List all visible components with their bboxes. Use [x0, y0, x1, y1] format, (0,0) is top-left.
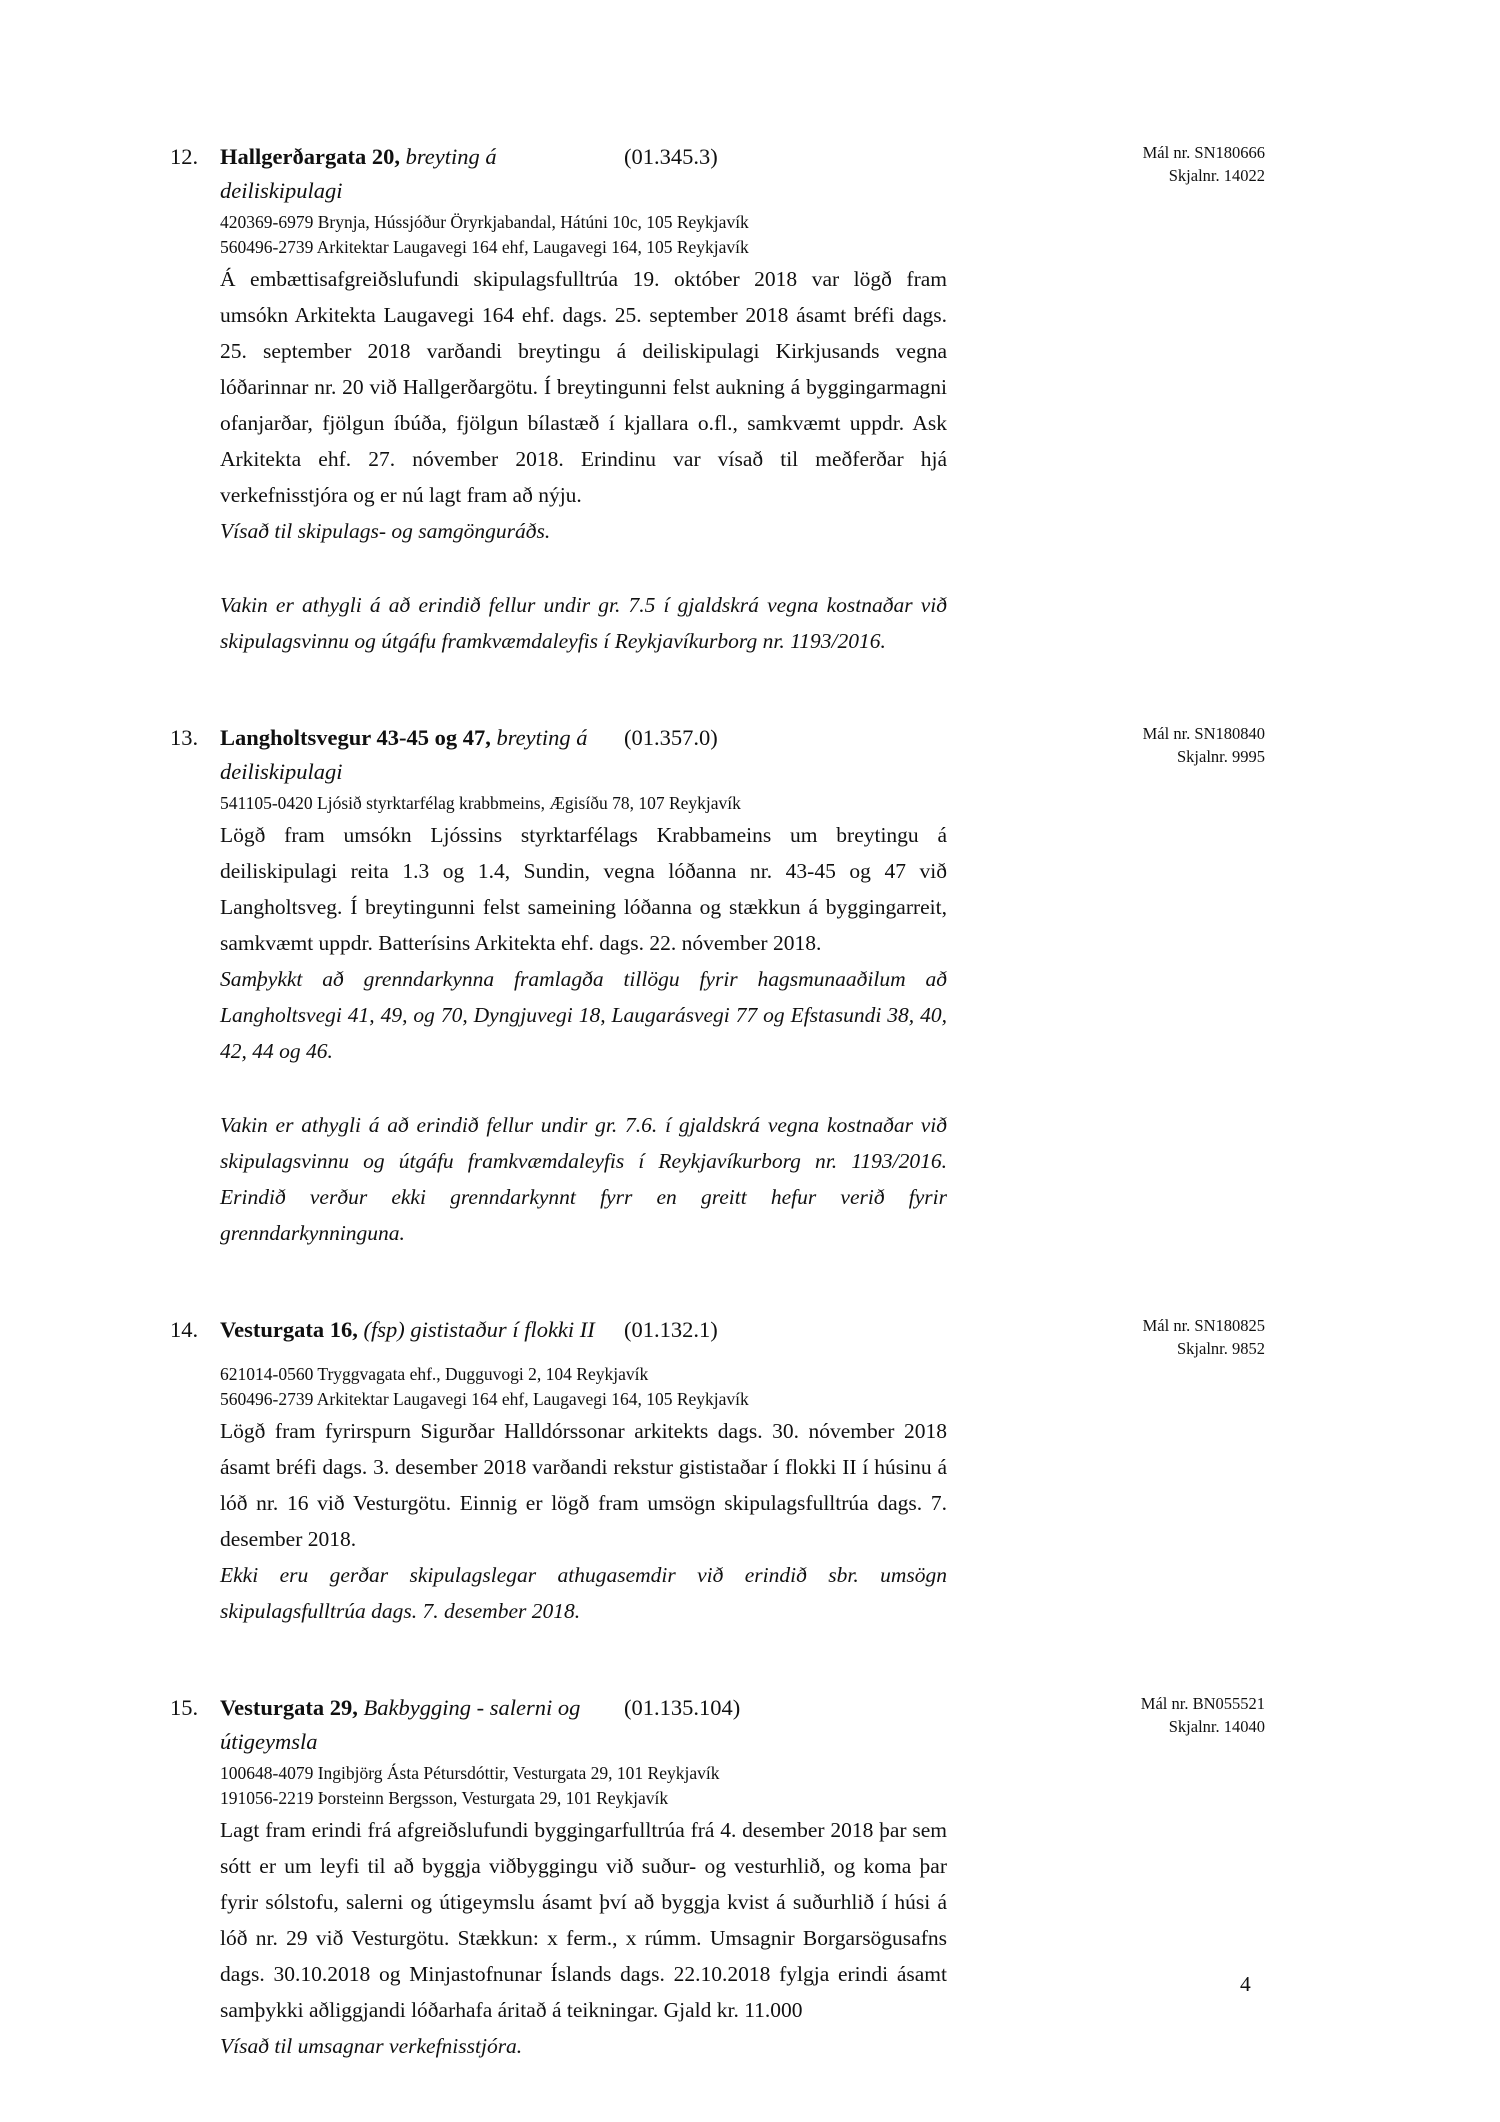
party-line: 191056-2219 Þorsteinn Bergsson, Vesturgata 29, 101 Reykjavík: [220, 1788, 669, 1808]
item-decision: Vísað til umsagnar verkefnisstjóra.: [220, 2034, 523, 2058]
item-decision: Vísað til skipulags- og samgönguráðs.: [220, 519, 551, 543]
party-line: 541105-0420 Ljósið styrktarfélag krabbmeins, Ægisíðu 78, 107 Reykjavík: [220, 793, 741, 813]
agenda-item-15: [170, 1691, 1265, 2064]
document-number: Skjalnr. 9852: [1176, 1339, 1265, 1358]
item-description: Lögð fram fyrirspurn Sigurðar Halldórssonar arkitekts dags. 30. nóvember 2018 ásamt bréfi dags. 3. desember 2018 varðandi rekstur gististaðar í flokki II í húsinu á lóð nr. 16 við Vesturgötu. Einnig er lögð fram umsögn skipulagsfulltrúa dags. 7. desember 2018.: [220, 1419, 947, 1551]
item-title-subject: (fsp) gististaður í flokki II: [363, 1317, 595, 1342]
case-meta: [774, 1691, 1265, 1738]
case-number: Mál nr. SN180825: [1142, 1316, 1265, 1335]
item-title-subject: breyting á deiliskipulagi: [220, 725, 588, 784]
agenda-item-14: [170, 1313, 1265, 1629]
item-plan-ref: (01.345.3): [624, 144, 718, 169]
party-line: 560496-2739 Arkitektar Laugavegi 164 ehf, Laugavegi 164, 105 Reykjavík: [220, 1389, 749, 1409]
item-body: [220, 1362, 947, 1629]
party-line: 100648-4079 Ingibjörg Ásta Pétursdóttir, Vesturgata 29, 101 Reykjavík: [220, 1763, 720, 1783]
item-plan-ref: (01.135.104): [624, 1695, 741, 1720]
item-description: Á embættisafgreiðslufundi skipulagsfulltrúa 19. október 2018 var lögð fram umsókn Arkitekta Laugavegi 164 ehf. dags. 25. september 2018 ásamt bréfi dags. 25. september 2018 varðandi breytingu á deiliskipulagi Kirkjusands vegna lóðarinnar nr. 20 við Hallgerðargötu. Í breytingunni felst aukning á byggingarmagni ofanjarðar, fjölgun íbúða, fjölgun bílastæð í kjallara o.fl., samkvæmt uppdr. Ask Arkitekta ehf. 27. nóvember 2018. Erindinu var vísað til meðferðar hjá verkefnisstjóra og er nú lagt fram að nýju.: [220, 267, 947, 507]
item-number: 15.: [170, 1695, 199, 1720]
case-meta: [774, 140, 1265, 187]
party-line: 560496-2739 Arkitektar Laugavegi 164 ehf, Laugavegi 164, 105 Reykjavík: [220, 237, 749, 257]
item-title-address: Langholtsvegur 43-45 og 47,: [220, 725, 491, 750]
agenda-item-13: [170, 721, 1265, 1251]
item-header: [170, 140, 1265, 208]
item-plan-ref: (01.132.1): [624, 1317, 718, 1342]
item-fee-note: Vakin er athygli á að erindið fellur undir gr. 7.6. í gjaldskrá vegna kostnaðar við skipulagsvinnu og útgáfu framkvæmdaleyfis í Reykjavíkurborg nr. 1193/2016. Erindið verður ekki grenndarkynnt fyrr en greitt hefur verið fyrir grenndarkynninguna.: [220, 1113, 947, 1245]
item-decision: Ekki eru gerðar skipulagslegar athugasemdir við erindið sbr. umsögn skipulagsfulltrúa dags. 7. desember 2018.: [220, 1563, 947, 1623]
document-number: Skjalnr. 9995: [1176, 747, 1265, 766]
item-title: [220, 1313, 622, 1347]
item-description: Lögð fram umsókn Ljóssins styrktarfélags Krabbameins um breytingu á deiliskipulagi reita 1.3 og 1.4, Sundin, vegna lóðanna nr. 43-45 og 47 við Langholtsveg. Í breytingunni felst sameining lóðanna og stækkun á byggingarreit, samkvæmt uppdr. Batterísins Arkitekta ehf. dags. 22. nóvember 2018.: [220, 823, 947, 955]
item-title: [220, 1691, 622, 1759]
case-number: Mál nr. BN055521: [1140, 1694, 1265, 1713]
party-line: 621014-0560 Tryggvagata ehf., Dugguvogi 2, 104 Reykjavík: [220, 1364, 649, 1384]
item-body: [220, 791, 947, 1251]
agenda-items: [170, 140, 1265, 2122]
item-title-address: Vesturgata 16,: [220, 1317, 358, 1342]
item-plan-ref: (01.357.0): [624, 725, 718, 750]
case-number: Mál nr. SN180666: [1142, 143, 1265, 162]
page-number: 4: [1240, 1972, 1251, 1996]
item-header: [170, 721, 1265, 789]
case-meta: [774, 1313, 1265, 1360]
item-fee-note: Vakin er athygli á að erindið fellur undir gr. 7.5 í gjaldskrá vegna kostnaðar við skipulagsvinnu og útgáfu framkvæmdaleyfis í Reykjavíkurborg nr. 1193/2016.: [220, 593, 947, 653]
item-title-address: Vesturgata 29,: [220, 1695, 358, 1720]
case-meta: [774, 721, 1265, 768]
item-title-subject: Bakbygging - salerni og útigeymsla: [220, 1695, 581, 1754]
item-header: [170, 1313, 1265, 1360]
item-body: [220, 1761, 947, 2064]
case-number: Mál nr. SN180840: [1142, 724, 1265, 743]
item-description: Lagt fram erindi frá afgreiðslufundi byggingarfulltrúa frá 4. desember 2018 þar sem sótt er um leyfi til að byggja viðbyggingu við suður- og vesturhlið, og koma þar fyrir sólstofu, salerni og útigeymslu ásamt því að byggja kvist á suðurhlið í húsi á lóð nr. 29 við Vesturgötu. Stækkun: x ferm., x rúmm. Umsagnir Borgarsögusafns dags. 30.10.2018 og Minjastofnunar Íslands dags. 22.10.2018 fylgja erindi ásamt samþykki aðliggjandi lóðarhafa áritað á teikningar. Gjald kr. 11.000: [220, 1818, 947, 2022]
document-number: Skjalnr. 14022: [1168, 166, 1265, 185]
item-number: 12.: [170, 144, 199, 169]
item-number: 14.: [170, 1317, 199, 1342]
party-line: 420369-6979 Brynja, Hússjóður Öryrkjabandal, Hátúni 10c, 105 Reykjavík: [220, 212, 749, 232]
document-number: Skjalnr. 14040: [1168, 1717, 1265, 1736]
agenda-item-12: [170, 140, 1265, 659]
item-title: [220, 721, 622, 789]
item-body: [220, 210, 947, 659]
item-decision: Samþykkt að grenndarkynna framlagða tillögu fyrir hagsmunaaðilum að Langholtsvegi 41, 49, og 70, Dyngjuvegi 18, Laugarásvegi 77 og Efstasundi 38, 40, 42, 44 og 46.: [220, 967, 947, 1063]
item-title-address: Hallgerðargata 20,: [220, 144, 400, 169]
item-header: [170, 1691, 1265, 1759]
item-title: [220, 140, 622, 208]
item-title-subject: breyting á deiliskipulagi: [220, 144, 497, 203]
item-number: 13.: [170, 725, 199, 750]
